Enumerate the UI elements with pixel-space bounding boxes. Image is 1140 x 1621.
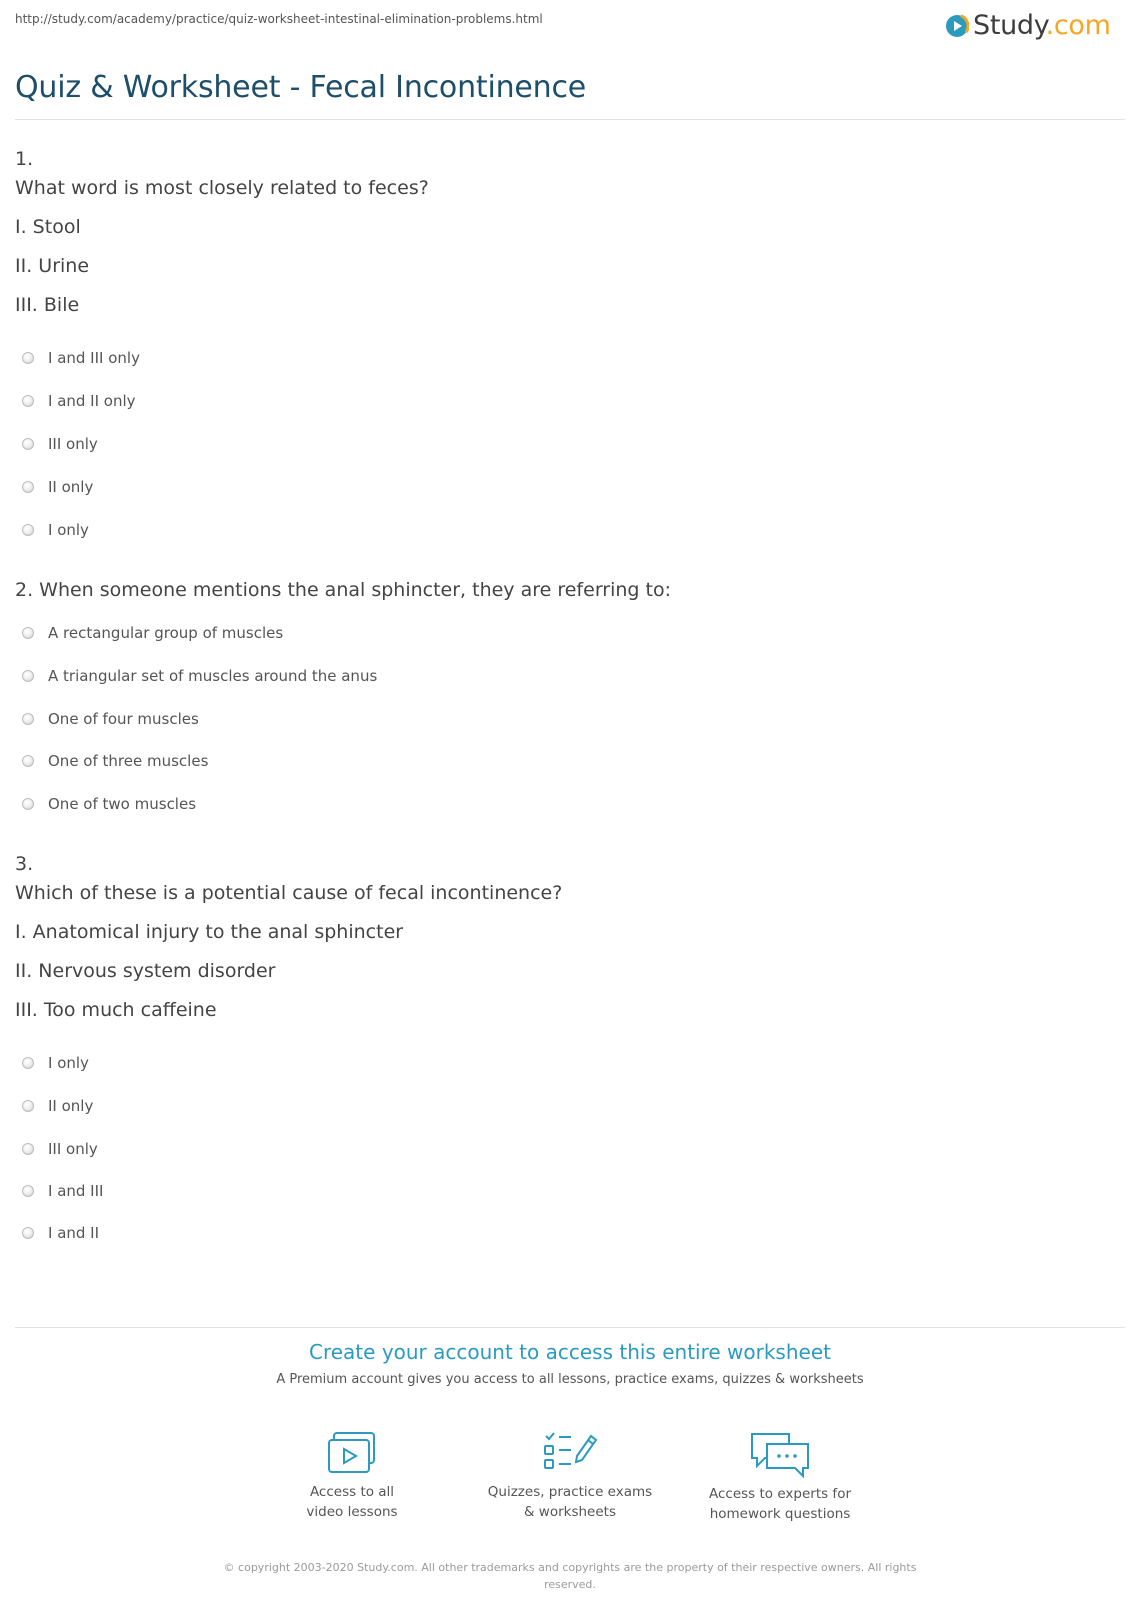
radio-button-icon[interactable] bbox=[22, 1143, 34, 1155]
question-1-prompt: What word is most closely related to feces? bbox=[15, 177, 429, 199]
radio-button-icon[interactable] bbox=[22, 798, 34, 810]
quiz-checklist-icon bbox=[541, 1430, 599, 1476]
feature-experts bbox=[685, 1430, 875, 1524]
radio-button-icon[interactable] bbox=[22, 395, 34, 407]
play-circle-logo-icon bbox=[945, 14, 969, 38]
question-2-option[interactable]: A rectangular group of muscles bbox=[22, 624, 283, 642]
question-3-prompt: Which of these is a potential cause of fecal incontinence? bbox=[15, 882, 563, 904]
question-1-option[interactable]: I and II only bbox=[22, 392, 136, 410]
page-title: Quiz & Worksheet - Fecal Incontinence bbox=[15, 70, 587, 105]
radio-button-icon[interactable] bbox=[22, 1100, 34, 1112]
question-3-statement: II. Nervous system disorder bbox=[15, 960, 276, 982]
question-2-option[interactable]: One of four muscles bbox=[22, 710, 199, 728]
promo-subtitle: A Premium account gives you access to all lessons, practice exams, quizzes & worksheets bbox=[276, 1372, 864, 1387]
promo-title[interactable]: Create your account to access this entire worksheet bbox=[309, 1340, 831, 1364]
chat-bubbles-icon bbox=[749, 1430, 811, 1478]
radio-button-icon[interactable] bbox=[22, 1057, 34, 1069]
question-3-statement: I. Anatomical injury to the anal sphincter bbox=[15, 921, 404, 943]
question-3-option[interactable]: I only bbox=[22, 1054, 89, 1072]
study-logo[interactable] bbox=[945, 10, 1111, 41]
question-2-option[interactable]: One of two muscles bbox=[22, 795, 196, 813]
title-divider bbox=[15, 119, 1125, 120]
copyright-notice: © copyright 2003-2020 Study.com. All other trademarks and copyrights are the property of their respective owners. All rights reserved. bbox=[223, 1561, 917, 1591]
feature-label: Quizzes, practice exams & worksheets bbox=[487, 1484, 653, 1520]
question-1-statement: III. Bile bbox=[15, 294, 80, 316]
radio-button-icon[interactable] bbox=[22, 1185, 34, 1197]
question-1-number: 1. bbox=[15, 148, 34, 170]
radio-button-icon[interactable] bbox=[22, 670, 34, 682]
promo-divider bbox=[15, 1327, 1125, 1328]
question-2-option[interactable]: One of three muscles bbox=[22, 752, 208, 770]
question-3-option[interactable]: I and II bbox=[22, 1224, 99, 1242]
logo-wordmark: Study.com bbox=[973, 10, 1111, 41]
question-3-option[interactable]: II only bbox=[22, 1097, 93, 1115]
question-1-option[interactable]: I only bbox=[22, 521, 89, 539]
question-1-option[interactable]: I and III only bbox=[22, 349, 140, 367]
feature-label: Access to all video lessons bbox=[306, 1484, 398, 1520]
question-2-option[interactable]: A triangular set of muscles around the anus bbox=[22, 667, 377, 685]
feature-quizzes bbox=[475, 1430, 665, 1522]
radio-button-icon[interactable] bbox=[22, 627, 34, 639]
question-1-statement: II. Urine bbox=[15, 255, 90, 277]
question-1-option[interactable]: III only bbox=[22, 435, 98, 453]
radio-button-icon[interactable] bbox=[22, 1227, 34, 1239]
radio-button-icon[interactable] bbox=[22, 352, 34, 364]
premium-promo bbox=[0, 1340, 1140, 1387]
feature-label: Access to experts for homework questions bbox=[708, 1486, 851, 1522]
page-url: http://study.com/academy/practice/quiz-worksheet-intestinal-elimination-problems.html bbox=[15, 12, 543, 26]
question-3-statement: III. Too much caffeine bbox=[15, 999, 217, 1021]
radio-button-icon[interactable] bbox=[22, 481, 34, 493]
radio-button-icon[interactable] bbox=[22, 524, 34, 536]
question-3-number: 3. bbox=[15, 853, 34, 875]
video-lessons-icon bbox=[326, 1430, 378, 1476]
question-1-option[interactable]: II only bbox=[22, 478, 93, 496]
question-3-option[interactable]: III only bbox=[22, 1140, 98, 1158]
radio-button-icon[interactable] bbox=[22, 438, 34, 450]
radio-button-icon[interactable] bbox=[22, 755, 34, 767]
radio-button-icon[interactable] bbox=[22, 713, 34, 725]
feature-video-lessons bbox=[257, 1430, 447, 1522]
question-2-prompt: 2. When someone mentions the anal sphincter, they are referring to: bbox=[15, 579, 672, 601]
question-1-statement: I. Stool bbox=[15, 216, 81, 238]
question-3-option[interactable]: I and III bbox=[22, 1182, 103, 1200]
